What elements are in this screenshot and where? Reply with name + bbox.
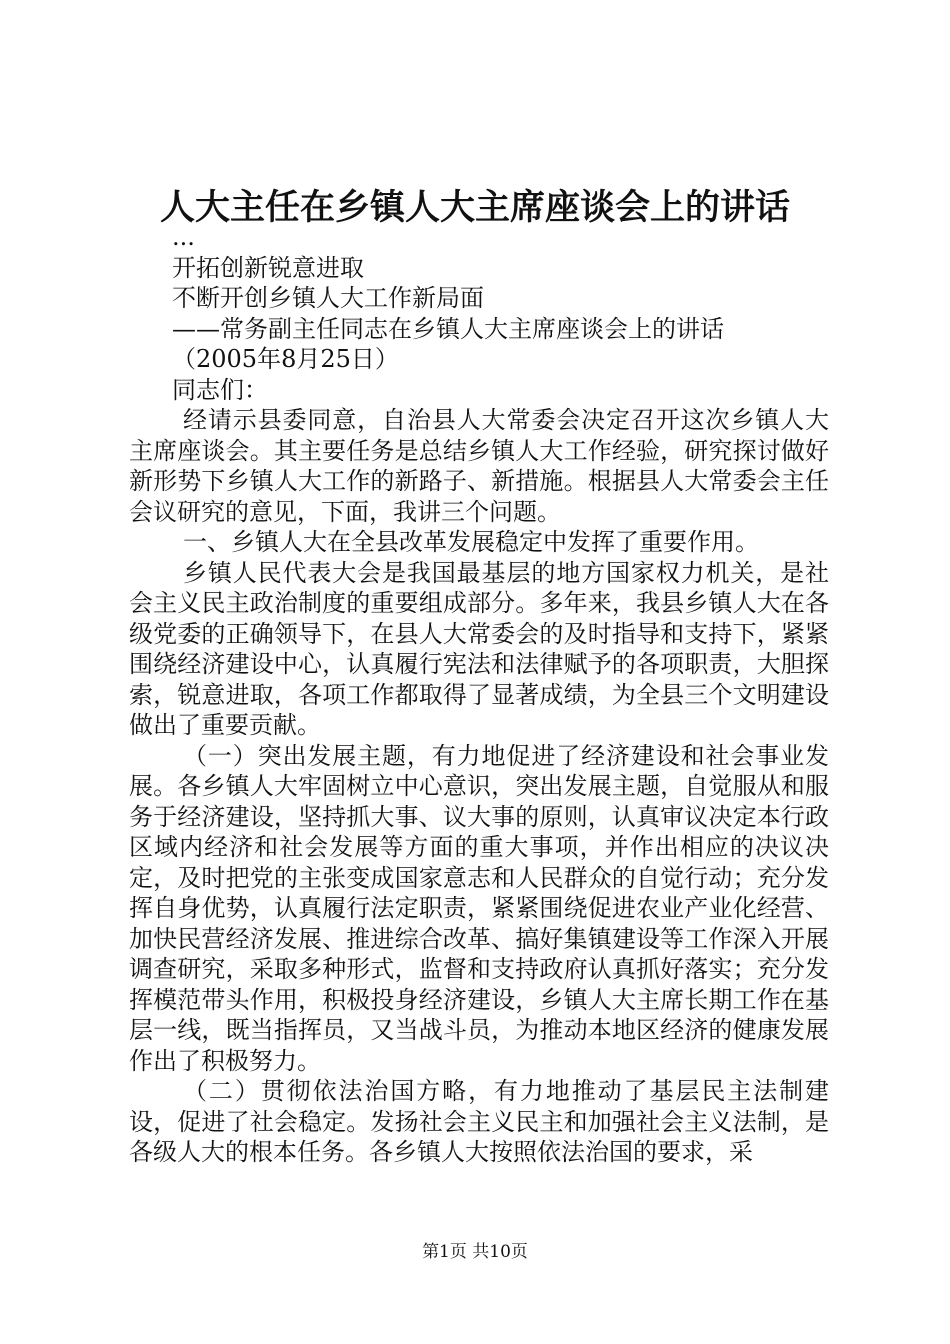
speech-date: （2005年8月25日） [172, 345, 399, 373]
ellipsis-line: ... [172, 223, 195, 251]
page-number-footer: 第1页 共10页 [422, 1242, 528, 1262]
paragraph: 乡镇人民代表大会是我国最基层的地方国家权力机关，是社会主义民主政治制度的重要组成部分。多年来，我县乡镇人大在各级党委的正确领导下，在县人大常委会的及时指导和支持下，紧紧围绕经济建设中心，认真履行宪法和法律赋予的各项职责，大胆探索，锐意进取，各项工作都取得了显著成绩，为全县三个文明建设做出了重要贡献。 [129, 558, 829, 739]
subtitle-line-1: 开拓创新锐意进取 [172, 253, 364, 282]
document-body [129, 222, 829, 1168]
section-heading: 一、乡镇人大在全县改革发展稳定中发挥了重要作用。 [183, 528, 759, 556]
subtitle-line-2: 不断开创乡镇人大工作新局面 [172, 284, 484, 312]
byline: ——常务副主任同志在乡镇人大主席座谈会上的讲话 [172, 314, 724, 343]
paragraph: （二）贯彻依法治国方略，有力地推动了基层民主法制建设，促进了社会稳定。发扬社会主义民主和加强社会主义法制，是各级人大的根本任务。各乡镇人大按照依法治国的要求，采 [129, 1077, 829, 1166]
document-title: 人大主任在乡镇人大主席座谈会上的讲话 [159, 187, 790, 228]
salutation: 同志们： [172, 375, 268, 404]
paragraph: 经请示县委同意，自治县人大常委会决定召开这次乡镇人大主席座谈会。其主要任务是总结乡镇人大工作经验，研究探讨做好新形势下乡镇人大工作的新路子、新措施。根据县人大常委会主任会议研究的意见，下面，我讲三个问题。 [129, 406, 829, 526]
paragraph: （一）突出发展主题，有力地促进了经济建设和社会事业发展。各乡镇人大牢固树立中心意识，突出发展主题，自觉服从和服务于经济建设，坚持抓大事、议大事的原则，认真审议决定本行政区域内经济和社会发展等方面的重大事项，并作出相应的决议决定，及时把党的主张变成国家意志和人民群众的自觉行动；充分发挥自身优势，认真履行法定职责，紧紧围绕促进农业产业化经营、加快民营经济发展、推进综合改革、搞好集镇建设等工作深入开展调查研究，采取多种形式，监督和支持政府认真抓好落实；充分发挥模范带头作用，积极投身经济建设，乡镇人大主席长期工作在基层一线，既当指挥员，又当战斗员，为推动本地区经济的健康发展作出了积极努力。 [129, 741, 829, 1075]
